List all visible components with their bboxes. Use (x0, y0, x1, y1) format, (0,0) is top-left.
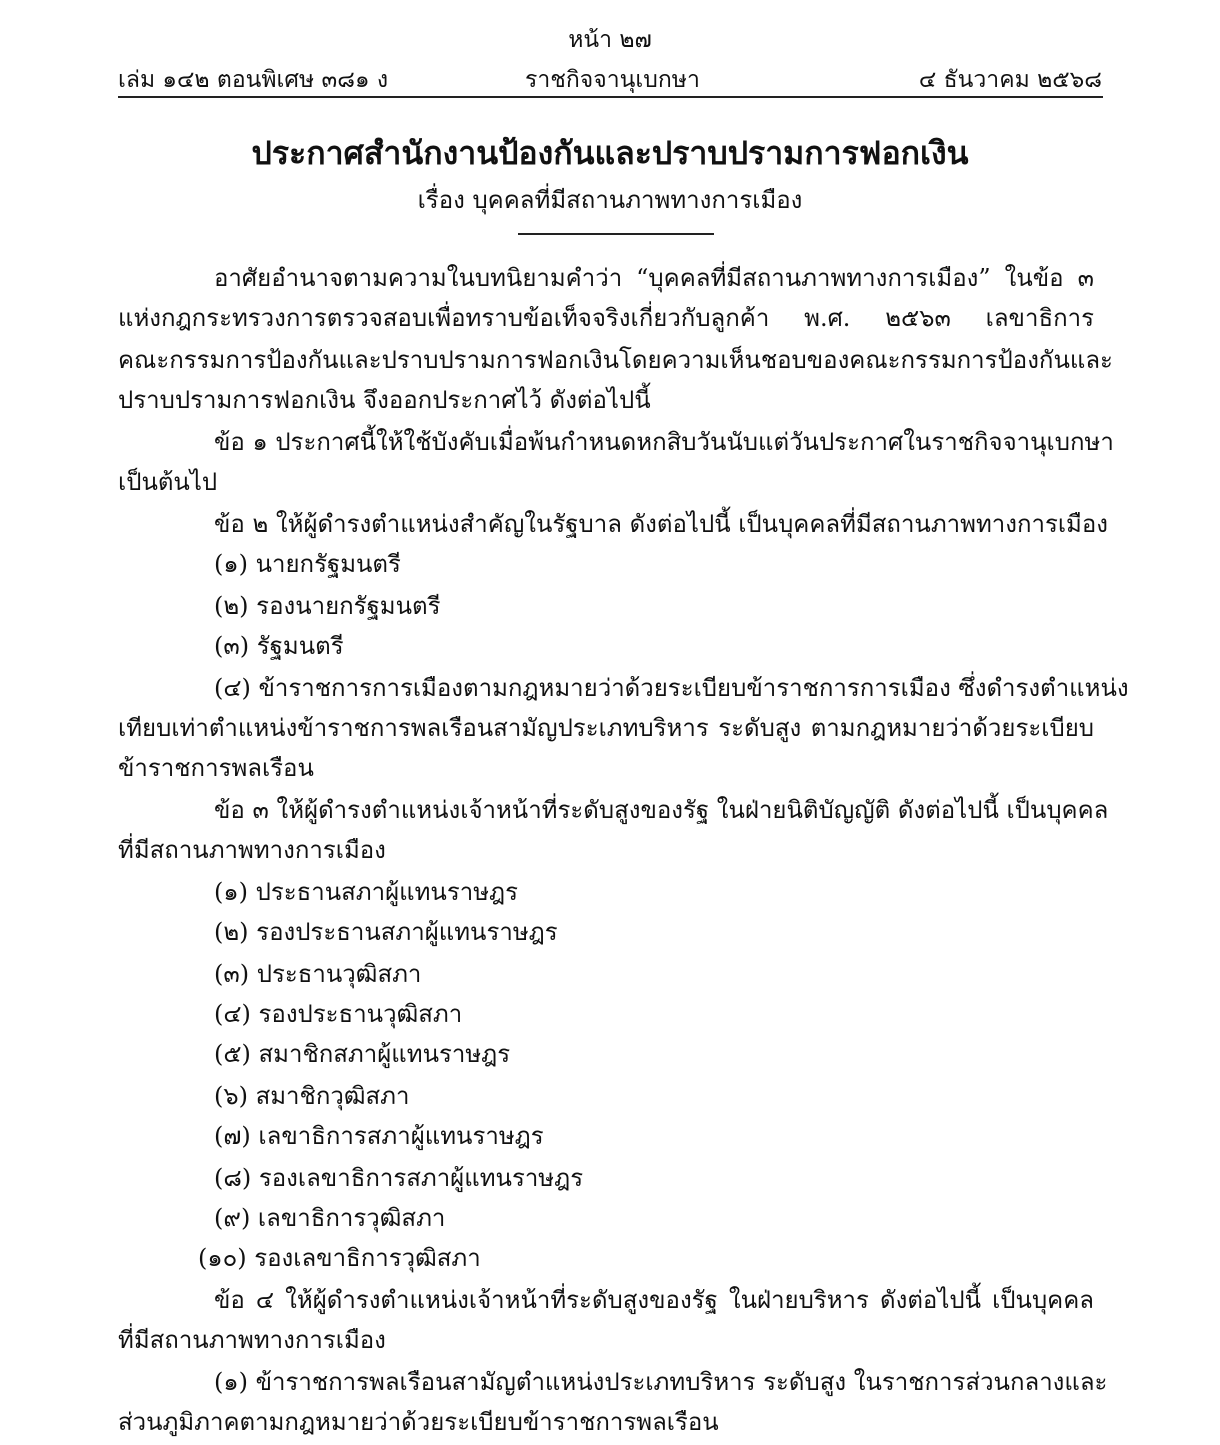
announcement-title: ประกาศสำนักงานป้องกันและปราบปรามการฟอกเงิน (251, 134, 969, 172)
clause-2-item: (๓) รัฐมนตรี (214, 632, 344, 660)
clause-2-item: (๒) รองนายกรัฐมนตรี (214, 592, 441, 620)
clause-3-item: (๑๐) รองเลขาธิการวุฒิสภา (198, 1244, 481, 1272)
clause-4-intro: ที่มีสถานภาพทางการเมือง (118, 1326, 386, 1354)
clause-2-item-4-line: (๔) ข้าราชการการเมืองตามกฎหมายว่าด้วยระเบียบข้าราชการการเมือง ซึ่งดำรงตำแหน่ง (214, 674, 1129, 702)
preamble-line: คณะกรรมการป้องกันและปราบปรามการฟอกเงินโดยความเห็นชอบของคณะกรรมการป้องกันและ (118, 346, 1113, 374)
clause-4-item-1-line: (๑) ข้าราชการพลเรือนสามัญตำแหน่งประเภทบริหาร ระดับสูง ในราชการส่วนกลางและ (214, 1368, 1108, 1396)
clause-2-intro: ข้อ ๒ ให้ผู้ดำรงตำแหน่งสำคัญในรัฐบาล ดังต่อไปนี้ เป็นบุคคลที่มีสถานภาพทางการเมือง (214, 510, 1109, 538)
clause-2-item-4-line: เทียบเท่าตำแหน่งข้าราชการพลเรือนสามัญประเภทบริหาร ระดับสูง ตามกฎหมายว่าด้วยระเบียบ (118, 714, 1094, 742)
clause-2-item-4-line: ข้าราชการพลเรือน (118, 754, 314, 782)
preamble-line: แห่งกฎกระทรวงการตรวจสอบเพื่อทราบข้อเท็จจริงเกี่ยวกับลูกค้า พ.ศ. ๒๕๖๓ เลขาธิการ (118, 304, 1094, 332)
clause-4-item-1-line: ส่วนภูมิภาคตามกฎหมายว่าด้วยระเบียบข้าราชการพลเรือน (118, 1408, 719, 1436)
clause-1-line: ข้อ ๑ ประกาศนี้ให้ใช้บังคับเมื่อพ้นกำหนดหกสิบวันนับแต่วันประกาศในราชกิจจานุเบกษา (214, 428, 1114, 456)
announcement-subject: เรื่อง บุคคลที่มีสถานภาพทางการเมือง (417, 186, 803, 214)
gazette-date: ๔ ธันวาคม ๒๕๖๘ (918, 67, 1102, 93)
preamble-line: อาศัยอำนาจตามความในบทนิยามคำว่า “บุคคลที่มีสถานภาพทางการเมือง” ในข้อ ๓ (214, 264, 1094, 292)
clause-3-item: (๒) รองประธานสภาผู้แทนราษฎร (214, 918, 558, 946)
clause-3-item: (๖) สมาชิกวุฒิสภา (214, 1082, 410, 1110)
header-rule (118, 96, 1103, 98)
clause-3-item: (๕) สมาชิกสภาผู้แทนราษฎร (214, 1040, 511, 1068)
clause-3-intro: ที่มีสถานภาพทางการเมือง (118, 836, 386, 864)
clause-3-item: (๔) รองประธานวุฒิสภา (214, 1000, 463, 1028)
clause-3-item: (๓) ประธานวุฒิสภา (214, 960, 422, 988)
clause-1-line: เป็นต้นไป (118, 468, 218, 496)
clause-3-item: (๗) เลขาธิการสภาผู้แทนราษฎร (214, 1122, 544, 1150)
clause-4-intro: ข้อ ๔ ให้ผู้ดำรงตำแหน่งเจ้าหน้าที่ระดับสูงของรัฐ ในฝ่ายบริหาร ดังต่อไปนี้ เป็นบุคคล (214, 1286, 1094, 1314)
clause-3-item: (๘) รองเลขาธิการสภาผู้แทนราษฎร (214, 1164, 584, 1192)
gazette-volume: เล่ม ๑๔๒ ตอนพิเศษ ๓๘๑ ง (118, 67, 389, 93)
preamble-line: ปราบปรามการฟอกเงิน จึงออกประกาศไว้ ดังต่อไปนี้ (118, 386, 651, 414)
clause-3-item: (๙) เลขาธิการวุฒิสภา (214, 1204, 446, 1232)
title-underline (518, 233, 714, 235)
clause-3-item: (๑) ประธานสภาผู้แทนราษฎร (214, 878, 519, 906)
clause-3-intro: ข้อ ๓ ให้ผู้ดำรงตำแหน่งเจ้าหน้าที่ระดับสูงของรัฐ ในฝ่ายนิติบัญญัติ ดังต่อไปนี้ เป็นบุคคล (214, 796, 1109, 824)
page-number: หน้า ๒๗ (568, 27, 652, 53)
gazette-publication: ราชกิจจานุเบกษา (525, 67, 700, 93)
clause-2-item: (๑) นายกรัฐมนตรี (214, 550, 401, 578)
